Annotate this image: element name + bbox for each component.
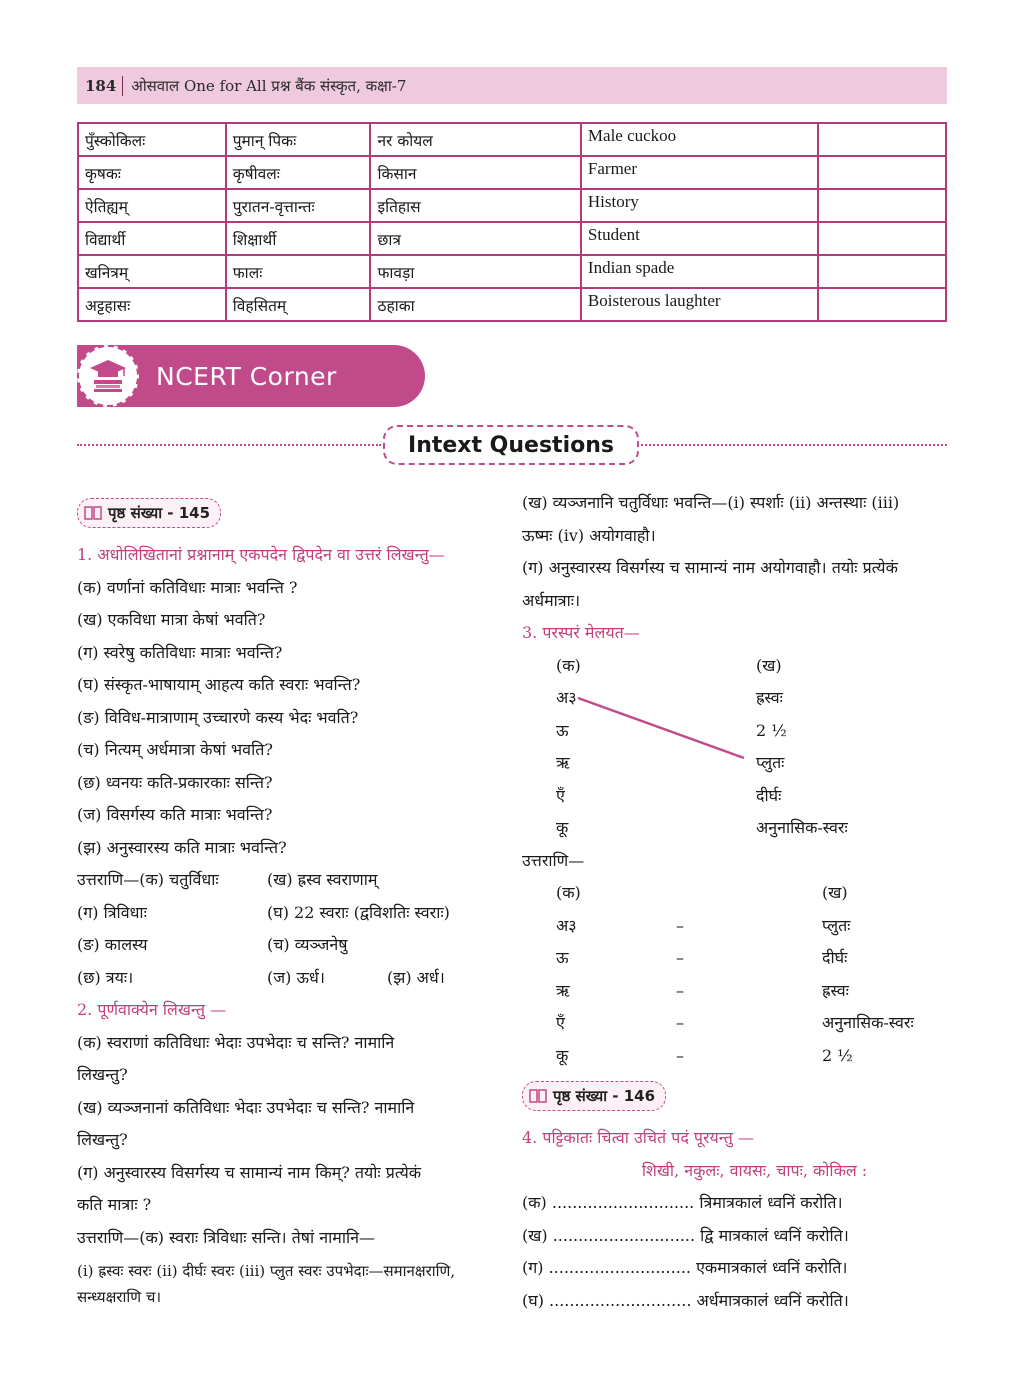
match-cell: अनुनासिक-स्वरः: [756, 818, 848, 837]
vocab-cell: Indian spade: [581, 255, 818, 288]
answer-3-table: [522, 877, 947, 1072]
answer-3-cell: ऊ: [556, 948, 569, 967]
vocab-cell: इतिहास: [370, 189, 580, 222]
answer-cell: (ख) ह्रस्व स्वराणाम्: [267, 870, 378, 889]
vocab-cell: पुँस्कोकिलः: [78, 123, 226, 156]
answer-2-kh-line-2: ऊष्मः (iv) अयोगवाहौ।: [522, 525, 656, 545]
page-header: [77, 67, 947, 104]
question-4-item: (ख) ............................ द्वि मात्रकालं ध्वनिं करोति।: [522, 1225, 849, 1245]
vocab-cell: विहसितम्: [226, 288, 371, 321]
answer-3-cell: –: [676, 948, 684, 967]
answer-3-cell: अनुनासिक-स्वरः: [822, 1013, 914, 1032]
question-1-item: (क) वर्णानां कतिविधाः मात्राः भवन्ति ?: [77, 577, 298, 597]
question-1-item: (ज) विसर्गस्य कति मात्राः भवन्ति?: [77, 805, 273, 824]
answer-col-dash: [656, 877, 756, 910]
divider-right: [641, 444, 947, 446]
page-number: 184: [77, 76, 123, 96]
word-bank: शिखी, नकुलः, वायसः, चापः, कोकिल :: [641, 1160, 868, 1180]
vocab-cell: History: [581, 189, 818, 222]
answer-1-row-4: [77, 962, 502, 995]
question-2-item: (ख) व्यञ्जनानां कतिविधाः भेदाः उपभेदाः च सन्ति? नामानि: [77, 1097, 415, 1117]
match-header: [556, 650, 947, 683]
match-cell: ऋ: [556, 753, 570, 772]
vocab-cell: Male cuckoo: [581, 123, 818, 156]
match-cell: अ३: [556, 688, 577, 707]
answer-3-cell: ह्रस्वः: [822, 980, 849, 1000]
match-table: [522, 650, 947, 845]
question-4: 4. पट्टिकातः चित्वा उचितं पदं पूरयन्तु —: [522, 1128, 754, 1147]
vocab-table: [77, 122, 947, 322]
vocab-cell: विद्यार्थी: [78, 222, 226, 255]
answer-2-ga-line-1: (ग) अनुस्वारस्य विसर्गस्य च सामान्यं नाम अयोगवाहौ। तयोः प्रत्येकं: [522, 558, 898, 577]
answer-1-row-2: [77, 897, 502, 930]
answer-cell: (घ) 22 स्वराः (द्वविशतिः स्वराः): [267, 902, 450, 922]
graduation-cap-icon: [88, 358, 128, 394]
header-title: ओसवाल One for All प्रश्न बैंक संस्कृत, कक्षा-7: [131, 76, 407, 95]
badge-label: पृष्ठ संख्या - 145: [108, 504, 211, 522]
answer-3-header: [556, 877, 947, 910]
vocab-row: [78, 222, 946, 255]
answers-3-label: उत्तराणि—: [522, 850, 585, 870]
answer-2-line-1: उत्तराणि—(क) स्वराः त्रिविधाः सन्ति। तेषां नामानि—: [77, 1227, 376, 1247]
question-4-item: (क) ............................ त्रिमात्रकालं ध्वनिं करोति।: [522, 1193, 843, 1212]
match-cell: एँ: [556, 785, 565, 805]
question-1-item: (ग) स्वरेषु कतिविधाः मात्राः भवन्ति?: [77, 642, 283, 662]
match-cell: दीर्घः: [756, 785, 782, 805]
question-1: 1. अधोलिखितानां प्रश्नानाम् एकपदेन द्विपदेन वा उत्तरं लिखन्तु—: [77, 545, 445, 564]
question-1-item: (छ) ध्वनयः कति-प्रकारकाः सन्ति?: [77, 772, 273, 792]
right-column: [522, 487, 947, 1317]
vocab-cell: Farmer: [581, 156, 818, 189]
vocab-cell: शिक्षार्थी: [226, 222, 371, 255]
answer-3-row: [556, 1007, 947, 1040]
vocab-cell: छात्र: [370, 222, 580, 255]
answer-cell: (ज) ऊर्ध।: [267, 967, 325, 987]
match-line: [576, 696, 756, 762]
vocab-cell: फालः: [226, 255, 371, 288]
match-cell: 2 ½: [756, 720, 787, 740]
badge-label: पृष्ठ संख्या - 146: [553, 1087, 656, 1105]
answer-3-cell: –: [676, 1013, 684, 1032]
answer-cell: (झ) अर्ध।: [387, 967, 445, 987]
vocab-cell: पुरातन-वृत्तान्तः: [226, 189, 371, 222]
question-1-item: (झ) अनुस्वारस्य कति मात्राः भवन्ति?: [77, 837, 287, 857]
divider-left: [77, 444, 381, 446]
question-2-item: लिखन्तु?: [77, 1130, 128, 1149]
match-row: [556, 812, 947, 845]
question-2-item: (क) स्वराणां कतिविधाः भेदाः उपभेदाः च सन्ति? नामानि: [77, 1032, 395, 1052]
book-icon: [84, 506, 102, 520]
answer-3-row: [556, 910, 947, 943]
ncert-badge: [77, 345, 139, 407]
answer-3-cell: कू: [556, 1045, 569, 1065]
answer-1-row-1: [77, 864, 502, 897]
question-1-item: (ख) एकविधा मात्रा केषां भवति?: [77, 610, 266, 629]
ncert-title: NCERT Corner: [156, 362, 337, 391]
answer-cell: (छ) त्रयः।: [77, 967, 134, 987]
match-cell: ऊ: [556, 720, 569, 740]
vocab-cell: Student: [581, 222, 818, 255]
question-4-item: (ग) ............................ एकमात्रकालं ध्वनिं करोति।: [522, 1258, 848, 1277]
answer-2-line-3: सन्ध्यक्षराणि च।: [77, 1288, 162, 1306]
vocab-cell: नर कोयल: [370, 123, 580, 156]
vocab-cell: ऐतिह्यम्: [78, 189, 226, 222]
vocab-cell: [818, 255, 946, 288]
vocab-cell: कृषकः: [78, 156, 226, 189]
match-cell: प्लुतः: [756, 753, 785, 772]
vocab-row: [78, 156, 946, 189]
answer-col-ka: (क): [556, 883, 581, 902]
left-column: [77, 498, 502, 1310]
vocab-cell: कृषीवलः: [226, 156, 371, 189]
answer-2-ga-line-2: अर्धमात्राः।: [522, 590, 581, 610]
question-1-item: (च) नित्यम् अर्धमात्रा केषां भवति?: [77, 740, 273, 759]
answer-3-cell: प्लुतः: [822, 915, 851, 935]
answer-3-cell: –: [676, 915, 684, 935]
answer-3-cell: दीर्घः: [822, 948, 848, 967]
match-cell: कू: [556, 818, 569, 837]
vocab-cell: खनित्रम्: [78, 255, 226, 288]
page-badge-146: [522, 1081, 666, 1111]
vocab-row: [78, 123, 946, 156]
question-2-item: लिखन्तु?: [77, 1065, 128, 1084]
vocab-cell: पुमान् पिकः: [226, 123, 371, 156]
question-4-item: (घ) ............................ अर्धमात्रकालं ध्वनिं करोति।: [522, 1290, 849, 1310]
answer-col-kha: (ख): [822, 883, 848, 902]
question-2: 2. पूर्णवाक्येन लिखन्तु —: [77, 1000, 227, 1019]
answer-cell: (ङ) कालस्य: [77, 935, 148, 954]
answer-3-row: [556, 1040, 947, 1073]
answer-cell: (च) व्यञ्जनेषु: [267, 935, 348, 954]
answer-3-cell: 2 ½: [822, 1045, 853, 1065]
answer-3-cell: –: [676, 1045, 684, 1065]
question-2-item: (ग) अनुस्वारस्य विसर्गस्य च सामान्यं नाम किम्? तयोः प्रत्येकं: [77, 1162, 422, 1182]
answer-3-cell: –: [676, 980, 684, 1000]
vocab-cell: [818, 123, 946, 156]
vocab-row: [78, 255, 946, 288]
question-2-item: कति मात्राः ?: [77, 1195, 152, 1214]
vocab-cell: [818, 222, 946, 255]
answer-3-cell: एँ: [556, 1013, 565, 1032]
match-row: [556, 780, 947, 813]
answer-2-kh-line-1: (ख) व्यञ्जनानि चतुर्विधाः भवन्ति—(i) स्पर्शाः (ii) अन्तस्थाः (iii): [522, 493, 900, 512]
vocab-cell: किसान: [370, 156, 580, 189]
vocab-cell: [818, 156, 946, 189]
question-1-item: (ङ) विविध-मात्राणाम् उच्चारणे कस्य भेदः भवति?: [77, 707, 359, 727]
book-icon: [529, 1089, 547, 1103]
answer-3-row: [556, 942, 947, 975]
intext-questions-title: Intext Questions: [383, 425, 639, 465]
match-cell: ह्रस्वः: [756, 688, 783, 707]
vocab-row: [78, 288, 946, 321]
page-badge-145: [77, 498, 221, 528]
match-col-kha: (ख): [756, 655, 782, 675]
answer-2-line-2: (i) ह्रस्वः स्वरः (ii) दीर्घः स्वरः (iii) प्लुत स्वरः उपभेदाः—समानक्षराणि,: [77, 1262, 456, 1280]
answer-1-row-3: [77, 929, 502, 962]
vocab-cell: फावड़ा: [370, 255, 580, 288]
vocab-row: [78, 189, 946, 222]
vocab-cell: ठहाका: [370, 288, 580, 321]
vocab-cell: अट्टहासः: [78, 288, 226, 321]
vocab-cell: Boisterous laughter: [581, 288, 818, 321]
answer-cell: (ग) त्रिविधाः: [77, 902, 147, 922]
answer-cell: उत्तराणि—(क) चतुर्विधाः: [77, 870, 219, 889]
match-col-ka: (क): [556, 655, 581, 675]
vocab-cell: [818, 288, 946, 321]
question-3: 3. परस्परं मेलयत—: [522, 623, 640, 642]
answer-3-cell: ऋ: [556, 980, 570, 1000]
vocab-cell: [818, 189, 946, 222]
answer-3-row: [556, 975, 947, 1008]
question-1-item: (घ) संस्कृत-भाषायाम् आहत्य कति स्वराः भवन्ति?: [77, 675, 361, 694]
answer-3-cell: अ३: [556, 915, 577, 935]
